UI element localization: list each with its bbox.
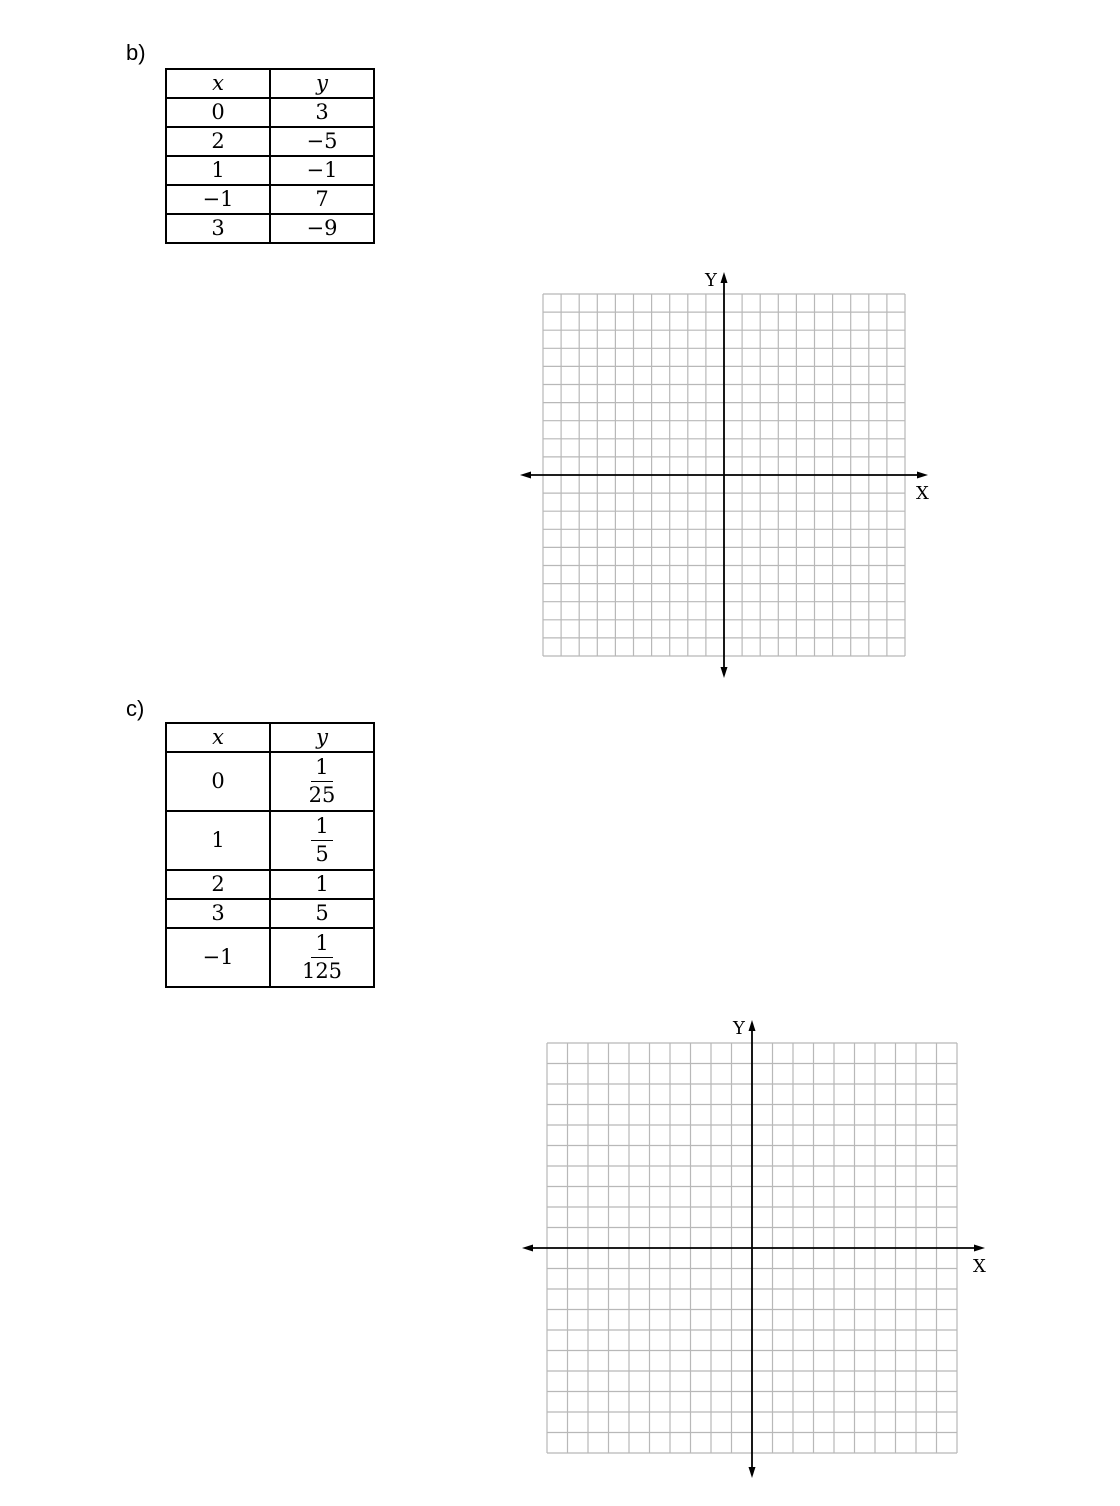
x-axis-label: X (916, 483, 929, 504)
part-b-label: b) (126, 40, 146, 65)
x-axis-label: X (973, 1256, 986, 1277)
header-x: x (166, 69, 270, 98)
cell-x: −1 (166, 185, 270, 214)
y-axis-arrow-top (749, 1020, 756, 1031)
y-axis-label: Y (705, 270, 717, 291)
cell-x: 2 (166, 870, 270, 899)
cell-y: 1 (270, 870, 374, 899)
cell-x: 3 (166, 214, 270, 243)
y-axis-label: Y (733, 1018, 745, 1039)
cell-x: 0 (166, 98, 270, 127)
fraction-numerator: 1 (311, 816, 332, 841)
header-y: y (270, 723, 374, 752)
cell-x: −1 (166, 928, 270, 987)
cell-y: 3 (270, 98, 374, 127)
cell-x: 1 (166, 811, 270, 870)
cell-y: 5 (270, 899, 374, 928)
fraction-denominator: 125 (301, 959, 343, 983)
cell-y: −9 (270, 214, 374, 243)
cell-y: −5 (270, 127, 374, 156)
fraction-numerator: 1 (311, 757, 332, 782)
fraction-denominator: 25 (308, 783, 336, 807)
cell-x: 1 (166, 156, 270, 185)
cell-x: 2 (166, 127, 270, 156)
cell-x: 0 (166, 752, 270, 811)
fraction-numerator: 1 (311, 933, 332, 958)
x-axis-arrow-left (522, 1245, 533, 1252)
cell-y: −1 (270, 156, 374, 185)
header-y: y (270, 69, 374, 98)
y-axis-arrow-bottom (749, 1467, 756, 1478)
part-c-label: c) (126, 696, 145, 721)
x-axis-arrow-right (974, 1245, 985, 1252)
cell-x: 3 (166, 899, 270, 928)
header-x: x (166, 723, 270, 752)
fraction-denominator: 5 (315, 842, 329, 866)
cell-y: 7 (270, 185, 374, 214)
